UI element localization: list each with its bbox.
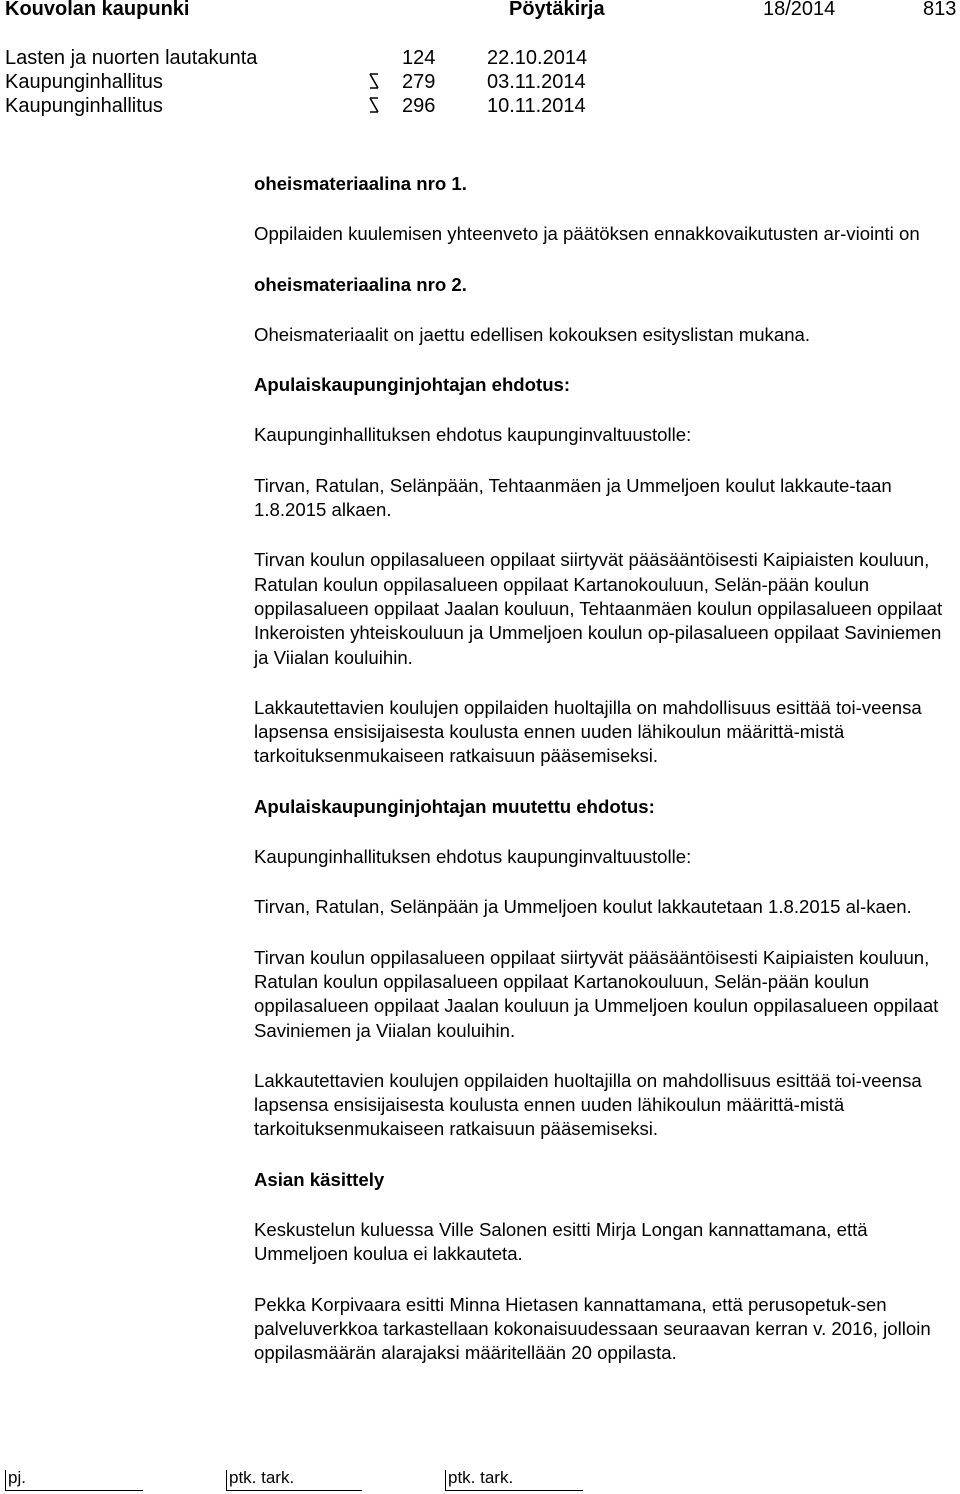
signature-footer bbox=[0, 1466, 960, 1494]
document-body bbox=[254, 172, 954, 1366]
meeting-body: Lasten ja nuorten lautakunta bbox=[5, 47, 258, 69]
attachment-reference: oheismateriaalina nro 2. bbox=[254, 273, 467, 295]
meeting-body: Kaupunginhallitus bbox=[5, 71, 163, 93]
chair-label: pj. bbox=[8, 1468, 26, 1487]
paragraph: Kaupunginhallituksen ehdotus kaupunginvaltuustolle: bbox=[254, 846, 692, 868]
paragraph: Tirvan, Ratulan, Selänpään ja Ummeljoen koulut lakkautetaan 1.8.2015 al-kaen. bbox=[254, 896, 912, 918]
checker-label: ptk. tark. bbox=[448, 1468, 514, 1487]
signature-tick bbox=[445, 1470, 446, 1490]
paragraph: Kaupunginhallituksen ehdotus kaupunginvaltuustolle: bbox=[254, 424, 692, 446]
meeting-date: 22.10.2014 bbox=[487, 47, 588, 69]
meeting-body: Kaupunginhallitus bbox=[5, 95, 163, 117]
attachment-reference: oheismateriaalina nro 1. bbox=[254, 173, 467, 194]
paragraph: Tirvan koulun oppilasalueen oppilaat siirtyvät pääsääntöisesti Kaipiaisten kouluun, Ratulan koulun oppilasalueen oppilaat Kartanokouluun, Selän-pään koulun oppilasalueen oppilaat Jaalan kouluun ja Ummeljoen koulun oppilasalueen oppilaat Saviniemen ja Viialan kouluihin. bbox=[254, 946, 939, 1041]
paragraph: Pekka Korpivaara esitti Minna Hietasen kannattamana, että perusopetuk-sen palveluverkkoa tarkastellaan kokonaisuudessaan seuraavan kerran v. 2016, jolloin oppilasmäärän alarajaksi määritellään 20 oppilasta. bbox=[254, 1293, 931, 1364]
section-mark-icon bbox=[367, 73, 381, 89]
document-header bbox=[5, 0, 955, 22]
signature-line bbox=[445, 1490, 583, 1491]
signature-tick bbox=[5, 1470, 6, 1490]
section-heading: Asian käsittely bbox=[254, 1168, 385, 1190]
paragraph: Oheismateriaalit on jaettu edellisen kokouksen esityslistan mukana. bbox=[254, 323, 811, 345]
signature-tick bbox=[226, 1470, 227, 1490]
paragraph: Keskustelun kuluessa Ville Salonen esitti Mirja Longan kannattamana, että Ummeljoen koulua ei lakkauteta. bbox=[254, 1219, 868, 1265]
meeting-date: 03.11.2014 bbox=[487, 71, 586, 93]
section-number: 124 bbox=[402, 47, 436, 69]
section-number: 296 bbox=[402, 95, 436, 117]
section-mark-icon bbox=[367, 97, 381, 113]
meeting-row bbox=[5, 94, 705, 118]
section-heading: Apulaiskaupunginjohtajan muutettu ehdotus: bbox=[254, 795, 655, 817]
meeting-date: 10.11.2014 bbox=[487, 95, 586, 117]
meeting-list bbox=[5, 46, 705, 118]
meeting-row bbox=[5, 70, 705, 94]
section-number: 279 bbox=[402, 71, 436, 93]
signature-line bbox=[226, 1490, 362, 1491]
paragraph: Lakkautettavien koulujen oppilaiden huoltajilla on mahdollisuus esittää toi-veensa lapsensa ensisijaisesta koulusta ennen uuden lähikoulun määrittä-mistä tarkoituksenmukaiseen ratkaisuun pääsemiseksi. bbox=[254, 1069, 922, 1140]
checker-label: ptk. tark. bbox=[229, 1468, 295, 1487]
signature-line bbox=[5, 1490, 143, 1491]
page-number: 813 bbox=[923, 0, 957, 20]
paragraph: Oppilaiden kuulemisen yhteenveto ja päätöksen ennakkovaikutusten ar-viointi on bbox=[254, 223, 920, 245]
paragraph: Tirvan koulun oppilasalueen oppilaat siirtyvät pääsääntöisesti Kaipiaisten kouluun, Ratulan koulun oppilasalueen oppilaat Kartanokouluun, Selän-pään koulun oppilasalueen oppilaat Jaalan kouluun, Tehtaanmäen koulun oppilasalueen oppilaat Inkeroisten yhteiskouluun ja Ummeljoen koulun op-pilasalueen oppilaat Saviniemen ja Viialan kouluihin. bbox=[254, 549, 943, 668]
organization-name: Kouvolan kaupunki bbox=[5, 0, 190, 20]
meeting-row bbox=[5, 46, 705, 70]
protocol-number: 18/2014 bbox=[763, 0, 836, 20]
paragraph: Lakkautettavien koulujen oppilaiden huoltajilla on mahdollisuus esittää toi-veensa lapsensa ensisijaisesta koulusta ennen uuden lähikoulun määrittä-mistä tarkoituksenmukaiseen ratkaisuun pääsemiseksi. bbox=[254, 696, 922, 767]
paragraph: Tirvan, Ratulan, Selänpään, Tehtaanmäen ja Ummeljoen koulut lakkaute-taan 1.8.2015 alkaen. bbox=[254, 474, 892, 521]
document-type: Pöytäkirja bbox=[509, 0, 605, 20]
section-heading: Apulaiskaupunginjohtajan ehdotus: bbox=[254, 374, 571, 396]
